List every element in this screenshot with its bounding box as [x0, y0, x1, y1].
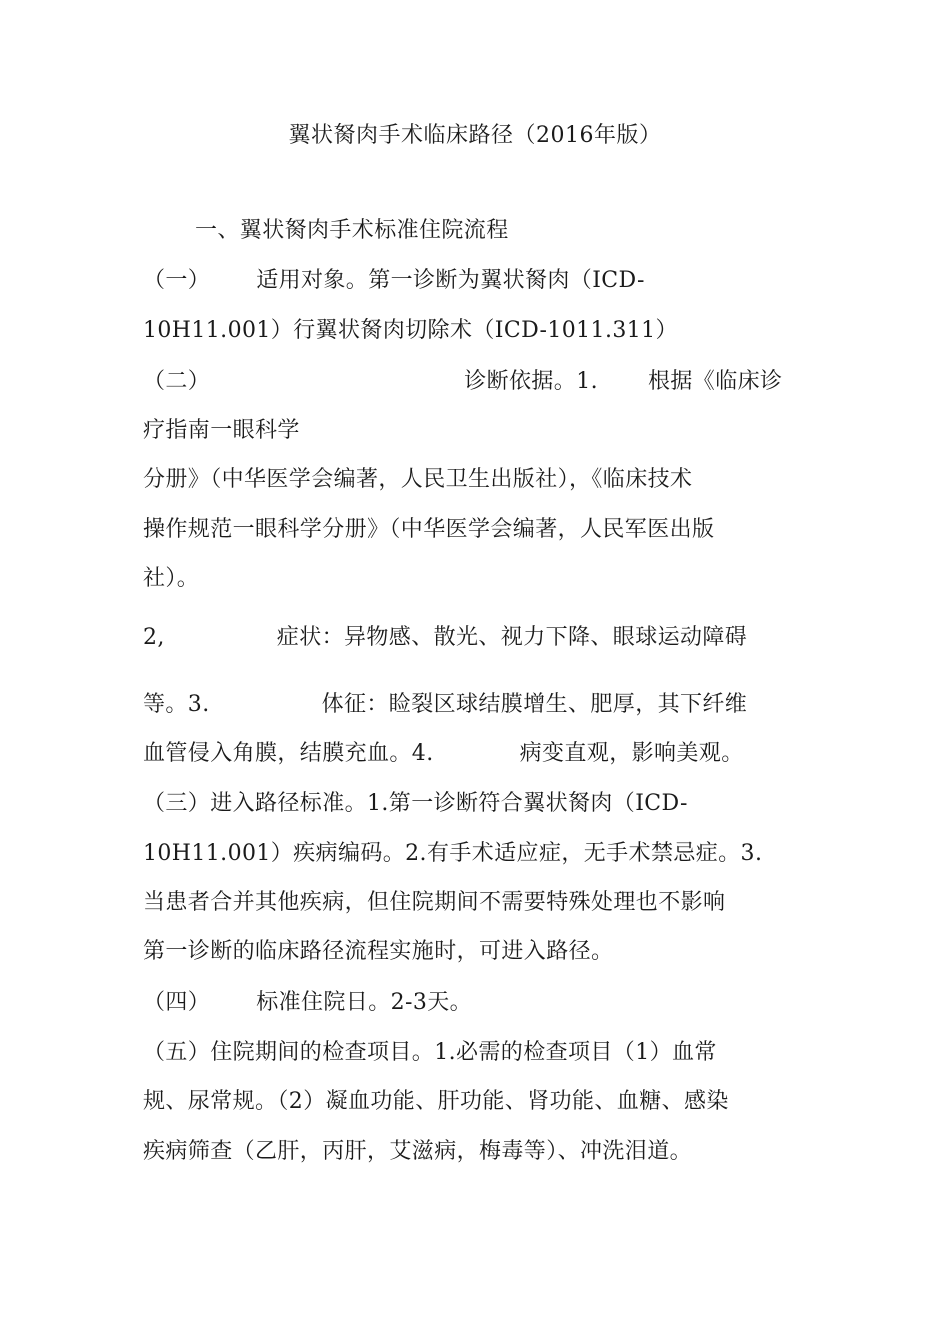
sec2-item4	[143, 736, 744, 767]
sec4-text: 标准住院日。2-3天。	[256, 990, 473, 1015]
item4-text-b: 病变直观，影响美观。	[519, 741, 744, 766]
sec3-line1: （三）进入路径标准。1.第一诊断符合翼状胬肉（ICD-	[143, 791, 688, 816]
sec2-text-b: 根据《临床诊	[648, 369, 783, 394]
item2-number: 2,	[143, 625, 165, 650]
sec3-line2: 10H11.001）疾病编码。2.有手术适应症，无手术禁忌症。3.	[143, 841, 763, 866]
sec5-line3: 疾病筛查（乙肝，丙肝，艾滋病，梅毒等）、冲洗泪道。	[143, 1139, 693, 1164]
item2-text: 症状：异物感、散光、视力下降、眼球运动障碍	[276, 625, 748, 650]
sec1-label: （一）	[143, 268, 211, 293]
sec3-line3: 当患者合并其他疾病，但住院期间不需要特殊处理也不影响	[143, 890, 726, 915]
sec1-text: 适用对象。第一诊断为翼状胬肉（ICD-	[256, 268, 645, 293]
sec2-item3	[143, 687, 747, 718]
sec2-line3: 分册》（中华医学会编著，人民卫生出版社），《临床技术	[143, 467, 693, 492]
sec3-line4: 第一诊断的临床路径流程实施时，可进入路径。	[143, 939, 614, 964]
item3-text-b: 体征：睑裂区球结膜增生、肥厚，其下纤维	[321, 692, 748, 717]
sec2-line2: 疗指南一眼科学	[143, 418, 300, 443]
sec4-label: （四）	[143, 990, 211, 1015]
sec1-line1	[143, 263, 645, 294]
sec2-text-a: 诊断依据。1.	[464, 369, 598, 394]
sec1-line2: 10H11.001）行翼状胬肉切除术（ICD-1011.311）	[143, 318, 678, 343]
sec2-line1	[143, 364, 782, 395]
document-title: 翼状胬肉手术临床路径（2016年版）	[288, 123, 662, 148]
sec5-line2: 规、尿常规。（2）凝血功能、肝功能、肾功能、血糖、感染	[143, 1089, 729, 1114]
item3-text-a: 等。3.	[143, 692, 210, 717]
sec2-item2	[143, 620, 747, 651]
sec2-line4: 操作规范一眼科学分册》（中华医学会编著，人民军医出版	[143, 517, 715, 542]
sec2-line5: 社）。	[143, 566, 200, 591]
item4-text-a: 血管侵入角膜，结膜充血。4.	[143, 741, 434, 766]
section-heading: 一、翼状胬肉手术标准住院流程	[195, 218, 509, 243]
sec5-line1: （五）住院期间的检查项目。1.必需的检查项目（1）血常	[143, 1040, 717, 1065]
sec4-line	[143, 985, 472, 1016]
sec2-label: （二）	[143, 369, 211, 394]
